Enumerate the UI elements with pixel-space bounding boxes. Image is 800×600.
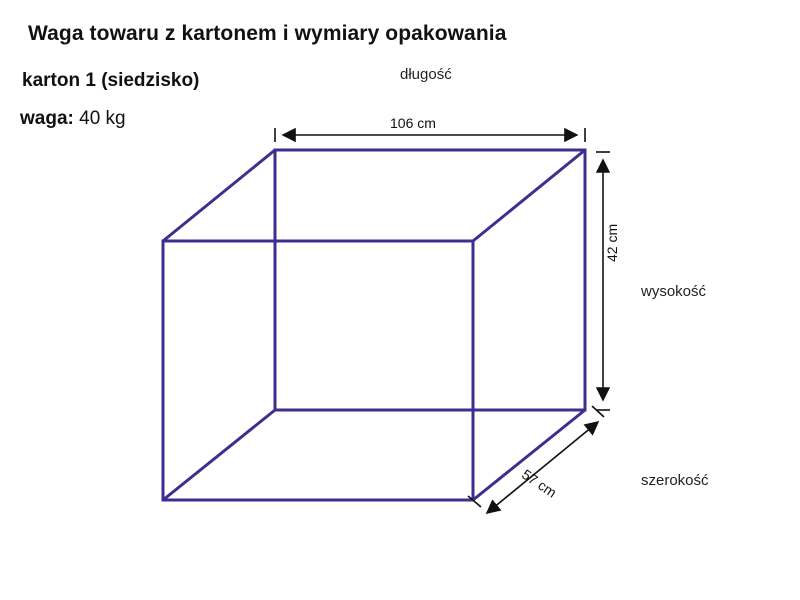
axis-word-length: długość xyxy=(400,66,452,83)
dimension-label-length: 106 cm xyxy=(390,115,436,131)
weight-value: 40 kg xyxy=(79,108,126,129)
weight-label: waga: xyxy=(20,108,74,129)
dimension-label-width: 57 cm xyxy=(519,466,560,501)
box-connecting-edges xyxy=(163,150,585,500)
carton-label: karton 1 (siedzisko) xyxy=(22,70,200,91)
page-title: Waga towaru z kartonem i wymiary opakowania xyxy=(28,22,507,45)
axis-word-width: szerokość xyxy=(641,472,709,489)
axis-word-height: wysokość xyxy=(641,283,707,300)
dimension-label-height: 42 cm xyxy=(604,223,620,262)
dimension-line-width xyxy=(468,406,604,513)
dimension-line-height xyxy=(596,152,610,410)
